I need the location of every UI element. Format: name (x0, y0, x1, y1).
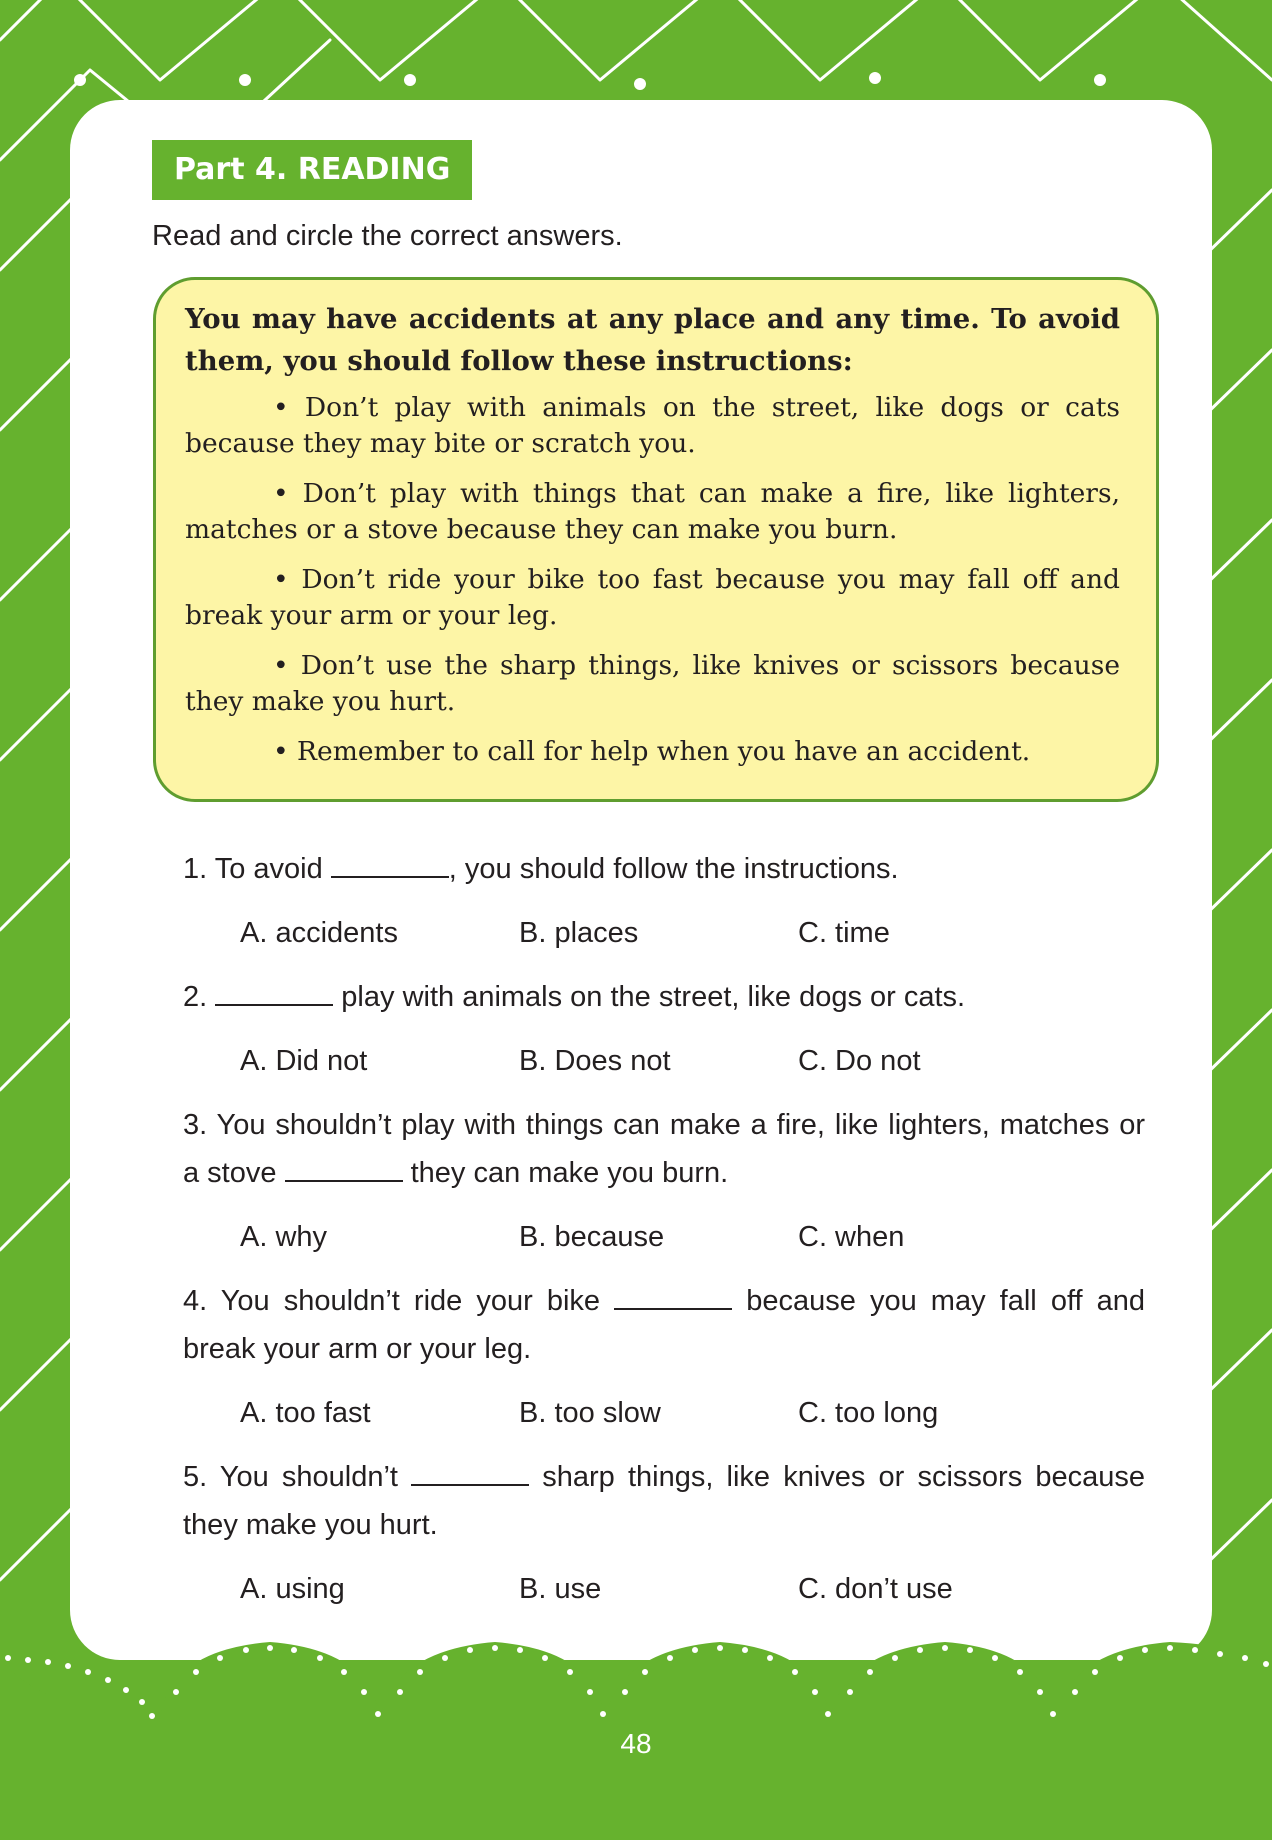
question-text: play with animals on the street, like dogs or cats. (333, 981, 966, 1013)
option-b[interactable]: B. because (519, 1221, 665, 1253)
question-4 (183, 1277, 1145, 1373)
passage-bullet: • Don’t play with animals on the street, like dogs or cats because they may bite or scratch you. (185, 392, 1120, 459)
reading-passage (153, 277, 1159, 802)
answer-blank (411, 1454, 529, 1486)
option-c[interactable]: C. too long (798, 1397, 939, 1429)
question-text: because you may fall off and break your arm or your leg. (183, 1285, 1146, 1365)
question-list (183, 845, 1145, 1629)
options-2 (183, 1037, 1145, 1085)
option-a[interactable]: A. too fast (240, 1397, 371, 1429)
answer-blank (614, 1278, 732, 1310)
option-c[interactable]: C. time (798, 917, 890, 949)
options-3 (183, 1213, 1145, 1261)
option-b[interactable]: B. too slow (519, 1397, 661, 1429)
question-3 (183, 1101, 1145, 1197)
question-text: , you should follow the instructions. (448, 853, 899, 885)
option-a[interactable]: A. using (240, 1573, 345, 1605)
instruction-text: Read and circle the correct answers. (152, 220, 623, 252)
option-a[interactable]: A. accidents (240, 917, 398, 949)
options-4 (183, 1389, 1145, 1437)
answer-blank (331, 846, 449, 878)
option-b[interactable]: B. places (519, 917, 639, 949)
question-text: 2. (183, 981, 216, 1013)
option-a[interactable]: A. Did not (240, 1045, 368, 1077)
option-a[interactable]: A. why (240, 1221, 328, 1253)
question-text: they can make you burn. (402, 1157, 729, 1189)
question-text: sharp things, like knives or scissors because they make you hurt. (183, 1461, 1145, 1541)
question-5 (183, 1453, 1145, 1549)
question-text: 1. To avoid (183, 853, 331, 885)
page-number: 48 (620, 1728, 652, 1759)
passage-bullet: • Remember to call for help when you have an accident. (273, 736, 1031, 767)
option-b[interactable]: B. use (519, 1573, 602, 1605)
passage-bullet: • Don’t use the sharp things, like knives or scissors because they make you hurt. (185, 650, 1120, 717)
option-c[interactable]: C. when (798, 1221, 905, 1253)
passage-intro: You may have accidents at any place and any time. To avoid them, you should follow these instructions: (185, 303, 1120, 377)
answer-blank (215, 974, 333, 1006)
option-b[interactable]: B. Does not (519, 1045, 671, 1077)
option-c[interactable]: C. don’t use (798, 1573, 953, 1605)
part-title: Part 4. READING (152, 140, 472, 200)
question-text: 5. You shouldn’t (183, 1461, 412, 1493)
options-5 (183, 1565, 1145, 1613)
question-2 (183, 973, 1145, 1021)
answer-blank (285, 1150, 403, 1182)
passage-bullet: • Don’t play with things that can make a fire, like lighters, matches or a stove because they can make you burn. (185, 478, 1120, 545)
question-text: 3. You shouldn’t play with things can make a fire, like lighters, matches or a stove (183, 1109, 1145, 1189)
option-c[interactable]: C. Do not (798, 1045, 921, 1077)
passage-bullet: • Don’t ride your bike too fast because you may fall off and break your arm or your leg. (185, 564, 1120, 631)
question-1 (183, 845, 1145, 893)
options-1 (183, 909, 1145, 957)
question-text: 4. You shouldn’t ride your bike (183, 1285, 615, 1317)
